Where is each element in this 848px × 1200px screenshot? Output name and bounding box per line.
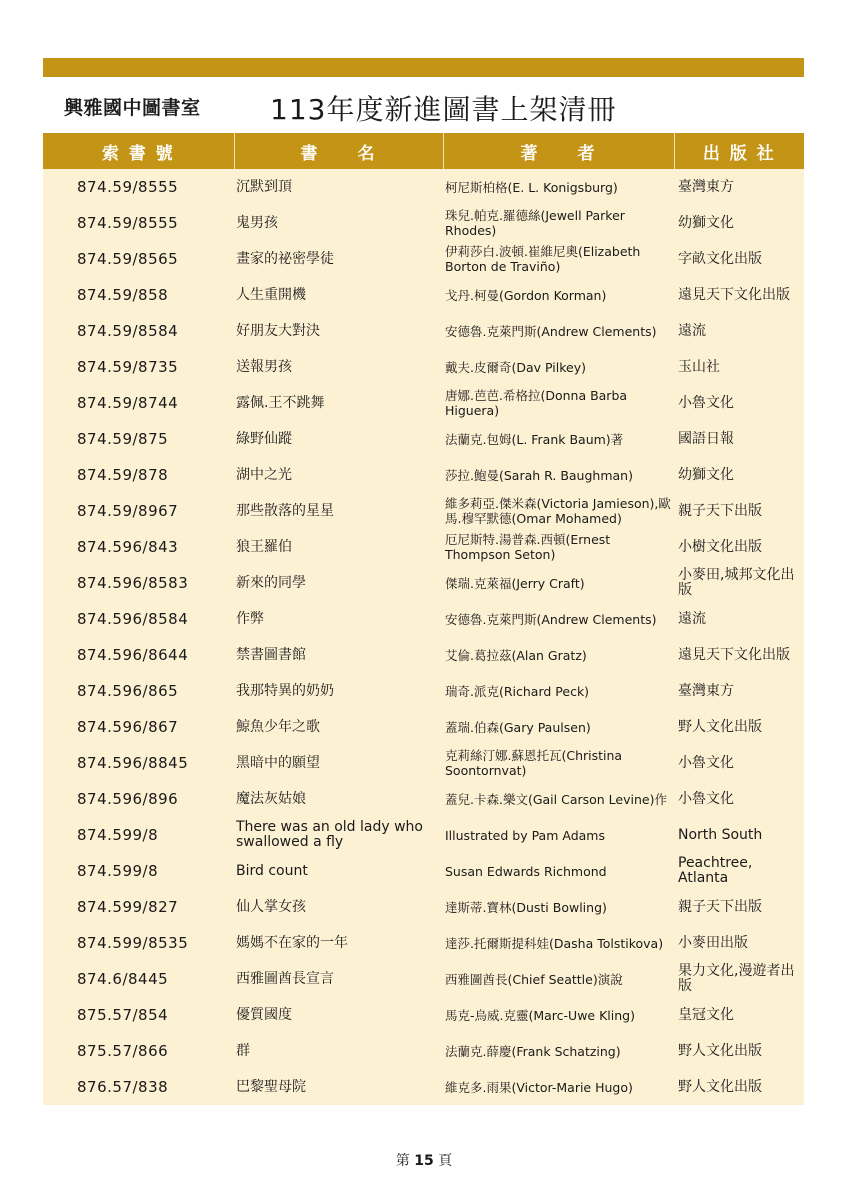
table-row [43, 349, 804, 385]
author-cell: 法蘭克.薛慶(Frank Schatzing) [443, 1033, 674, 1069]
publisher-cell: 幼獅文化 [674, 205, 804, 241]
title-cell: 沉默到頂 [234, 169, 443, 205]
table-row [43, 1069, 804, 1105]
call-no-cell: 874.596/8583 [43, 565, 234, 601]
publisher-cell: 玉山社 [674, 349, 804, 385]
publisher-cell: 遠流 [674, 313, 804, 349]
call-no-cell: 874.6/8445 [43, 961, 234, 997]
document-title: 113年度新進圖書上架清冊 [270, 93, 617, 126]
table-row [43, 925, 804, 961]
call-no-cell: 874.59/8967 [43, 493, 234, 529]
title-cell: 人生重開機 [234, 277, 443, 313]
title-cell: 露佩.王不跳舞 [234, 385, 443, 421]
title-cell: Bird count [234, 853, 443, 889]
author-cell: 珠兒.帕克.羅德絲(Jewell Parker Rhodes) [443, 205, 674, 241]
title-cell: 作弊 [234, 601, 443, 637]
publisher-cell: 野人文化出版 [674, 1033, 804, 1069]
publisher-cell: 小麥田,城邦文化出版 [674, 565, 804, 601]
publisher-cell: 親子天下出版 [674, 889, 804, 925]
publisher-cell: 小魯文化 [674, 385, 804, 421]
publisher-cell: 遠流 [674, 601, 804, 637]
call-no-cell: 874.59/8555 [43, 205, 234, 241]
title-cell: 黑暗中的願望 [234, 745, 443, 781]
title-cell: 仙人掌女孩 [234, 889, 443, 925]
header-color-band [43, 58, 804, 77]
publisher-cell: North South [674, 817, 804, 853]
table-row [43, 241, 804, 277]
author-cell: 瑞奇.派克(Richard Peck) [443, 673, 674, 709]
title-cell: 優質國度 [234, 997, 443, 1033]
table-row [43, 169, 804, 205]
call-no-cell: 874.599/8535 [43, 925, 234, 961]
column-header-title: 書 名 [234, 133, 443, 169]
publisher-cell: 小樹文化出版 [674, 529, 804, 565]
call-no-cell: 875.57/854 [43, 997, 234, 1033]
publisher-cell: 小魯文化 [674, 781, 804, 817]
publisher-cell: Peachtree, Atlanta [674, 853, 804, 889]
author-cell: 艾倫.葛拉茲(Alan Gratz) [443, 637, 674, 673]
author-cell: 安德魯.克萊門斯(Andrew Clements) [443, 313, 674, 349]
table-row [43, 205, 804, 241]
publisher-cell: 國語日報 [674, 421, 804, 457]
table-row [43, 889, 804, 925]
author-cell: 達莎.托爾斯提科娃(Dasha Tolstikova) [443, 925, 674, 961]
author-cell: 蓋兒.卡森.樂文(Gail Carson Levine)作 [443, 781, 674, 817]
title-cell: 西雅圖酋長宣言 [234, 961, 443, 997]
author-cell: 唐娜.芭芭.希格拉(Donna Barba Higuera) [443, 385, 674, 421]
table-row [43, 961, 804, 997]
title-cell: 媽媽不在家的一年 [234, 925, 443, 961]
title-cell: 湖中之光 [234, 457, 443, 493]
title-cell: 巴黎聖母院 [234, 1069, 443, 1105]
author-cell: 維多莉亞.傑米森(Victoria Jamieson),歐馬.穆罕默德(Omar Mohamed) [443, 493, 674, 529]
page-suffix: 頁 [438, 1153, 453, 1169]
author-cell: 達斯蒂.寶林(Dusti Bowling) [443, 889, 674, 925]
publisher-cell: 野人文化出版 [674, 709, 804, 745]
publisher-cell: 果力文化,漫遊者出版 [674, 961, 804, 997]
column-header-call-no: 索 書 號 [43, 133, 234, 169]
call-no-cell: 874.59/875 [43, 421, 234, 457]
title-cell: 群 [234, 1033, 443, 1069]
publisher-cell: 親子天下出版 [674, 493, 804, 529]
call-no-cell: 874.59/8565 [43, 241, 234, 277]
call-no-cell: 874.59/858 [43, 277, 234, 313]
table-row [43, 493, 804, 529]
title-cell: 綠野仙蹤 [234, 421, 443, 457]
table-row [43, 601, 804, 637]
table-row [43, 745, 804, 781]
page-number-value: 15 [414, 1153, 434, 1169]
table-row [43, 673, 804, 709]
table-row [43, 529, 804, 565]
publisher-cell: 字畝文化出版 [674, 241, 804, 277]
call-no-cell: 874.596/865 [43, 673, 234, 709]
call-no-cell: 874.599/827 [43, 889, 234, 925]
call-no-cell: 874.596/843 [43, 529, 234, 565]
author-cell: 馬克-烏威.克靈(Marc-Uwe Kling) [443, 997, 674, 1033]
author-cell: 蓋瑞.伯森(Gary Paulsen) [443, 709, 674, 745]
author-cell: 伊莉莎白.波頓.崔維尼奧(Elizabeth Borton de Traviño) [443, 241, 674, 277]
call-no-cell: 874.596/8644 [43, 637, 234, 673]
call-no-cell: 874.596/8845 [43, 745, 234, 781]
call-no-cell: 876.57/838 [43, 1069, 234, 1105]
page-number [0, 1150, 848, 1170]
call-no-cell: 874.59/8555 [43, 169, 234, 205]
table-row [43, 421, 804, 457]
call-no-cell: 874.596/896 [43, 781, 234, 817]
publisher-cell: 小魯文化 [674, 745, 804, 781]
call-no-cell: 874.59/8735 [43, 349, 234, 385]
table-row [43, 853, 804, 889]
author-cell: 克莉絲汀娜.蘇恩托瓦(Christina Soontornvat) [443, 745, 674, 781]
title-cell: There was an old lady who swallowed a fly [234, 817, 443, 853]
column-header-publisher: 出 版 社 [674, 133, 804, 169]
call-no-cell: 874.599/8 [43, 853, 234, 889]
publisher-cell: 小麥田出版 [674, 925, 804, 961]
title-cell: 魔法灰姑娘 [234, 781, 443, 817]
publisher-cell: 臺灣東方 [674, 673, 804, 709]
call-no-cell: 874.596/8584 [43, 601, 234, 637]
table-row [43, 997, 804, 1033]
title-cell: 我那特異的奶奶 [234, 673, 443, 709]
call-no-cell: 874.596/867 [43, 709, 234, 745]
table-row [43, 277, 804, 313]
publisher-cell: 臺灣東方 [674, 169, 804, 205]
table-row [43, 313, 804, 349]
table-row [43, 817, 804, 853]
author-cell: 柯尼斯柏格(E. L. Konigsburg) [443, 169, 674, 205]
author-cell: 莎拉.鮑曼(Sarah R. Baughman) [443, 457, 674, 493]
table-row [43, 781, 804, 817]
call-no-cell: 874.599/8 [43, 817, 234, 853]
column-header-author: 著 者 [443, 133, 674, 169]
table-row [43, 385, 804, 421]
author-cell: 厄尼斯特.湯普森.西頓(Ernest Thompson Seton) [443, 529, 674, 565]
author-cell: 安德魯.克萊門斯(Andrew Clements) [443, 601, 674, 637]
publisher-cell: 遠見天下文化出版 [674, 637, 804, 673]
author-cell: 傑瑞.克萊福(Jerry Craft) [443, 565, 674, 601]
call-no-cell: 874.59/8584 [43, 313, 234, 349]
title-cell: 畫家的祕密學徒 [234, 241, 443, 277]
table-row [43, 565, 804, 601]
table-row [43, 457, 804, 493]
author-cell: 維克多.雨果(Victor-Marie Hugo) [443, 1069, 674, 1105]
publisher-cell: 幼獅文化 [674, 457, 804, 493]
title-cell: 禁書圖書館 [234, 637, 443, 673]
title-cell: 狼王羅伯 [234, 529, 443, 565]
call-no-cell: 875.57/866 [43, 1033, 234, 1069]
author-cell: 戈丹.柯曼(Gordon Korman) [443, 277, 674, 313]
publisher-cell: 皇冠文化 [674, 997, 804, 1033]
title-cell: 好朋友大對決 [234, 313, 443, 349]
publisher-cell: 遠見天下文化出版 [674, 277, 804, 313]
title-cell: 送報男孩 [234, 349, 443, 385]
call-no-cell: 874.59/878 [43, 457, 234, 493]
call-no-cell: 874.59/8744 [43, 385, 234, 421]
page-prefix: 第 [395, 1153, 410, 1169]
author-cell: Susan Edwards Richmond [443, 853, 674, 889]
table-row [43, 1033, 804, 1069]
author-cell: 西雅圖酋長(Chief Seattle)演說 [443, 961, 674, 997]
title-cell: 鬼男孩 [234, 205, 443, 241]
publisher-cell: 野人文化出版 [674, 1069, 804, 1105]
title-cell: 新來的同學 [234, 565, 443, 601]
title-cell: 那些散落的星星 [234, 493, 443, 529]
table-header-row [43, 133, 804, 169]
table-row [43, 637, 804, 673]
title-cell: 鯨魚少年之歌 [234, 709, 443, 745]
table-row [43, 709, 804, 745]
author-cell: Illustrated by Pam Adams [443, 817, 674, 853]
book-list-table [43, 133, 804, 1105]
author-cell: 法蘭克.包姆(L. Frank Baum)著 [443, 421, 674, 457]
author-cell: 戴夫.皮爾奇(Dav Pilkey) [443, 349, 674, 385]
school-name: 興雅國中圖書室 [64, 97, 201, 119]
